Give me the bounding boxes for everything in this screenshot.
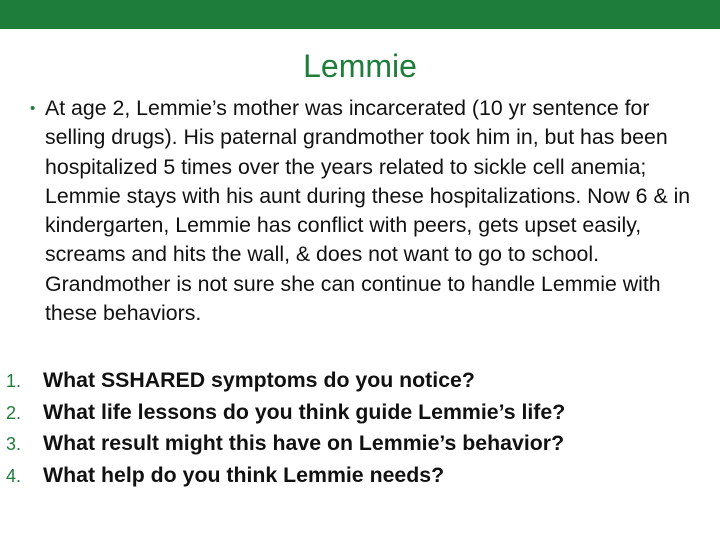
- question-text: What SSHARED symptoms do you notice?: [43, 368, 475, 392]
- case-description: [30, 94, 695, 328]
- slide-title-text: Lemmie: [303, 48, 417, 84]
- question-text: What help do you think Lemmie needs?: [43, 463, 445, 488]
- case-description-text: At age 2, Lemmie’s mother was incarcerated (10 yr sentence for selling drugs). His paternal grandmother took him in, but has been hospitalized 5 times over the years related to sickle cell anemia; Lemmie stays with his aunt during these hospitalizations. Now 6 & in kindergarten, Lemmie has conflict with peers, gets upset easily, screams and hits the wall, & does not want to go to school. Grandmother is not sure she can continue to handle Lemmie with these behaviors.: [45, 96, 691, 326]
- question-item: [6, 431, 706, 463]
- question-text: What life lessons do you think guide Lemmie’s life?: [43, 399, 566, 424]
- question-number: 2.: [6, 402, 22, 423]
- question-item: [6, 368, 706, 400]
- question-number: 1.: [6, 371, 22, 391]
- question-text: What result might this have on Lemmie’s behavior?: [43, 431, 565, 456]
- question-item: [6, 463, 706, 495]
- question-number: 4.: [6, 466, 22, 487]
- question-number: 3.: [6, 434, 22, 455]
- question-item: [6, 400, 706, 432]
- bullet-icon: •: [30, 100, 36, 117]
- top-color-band: [0, 0, 720, 29]
- question-list: [6, 368, 706, 495]
- slide-title: [0, 46, 720, 86]
